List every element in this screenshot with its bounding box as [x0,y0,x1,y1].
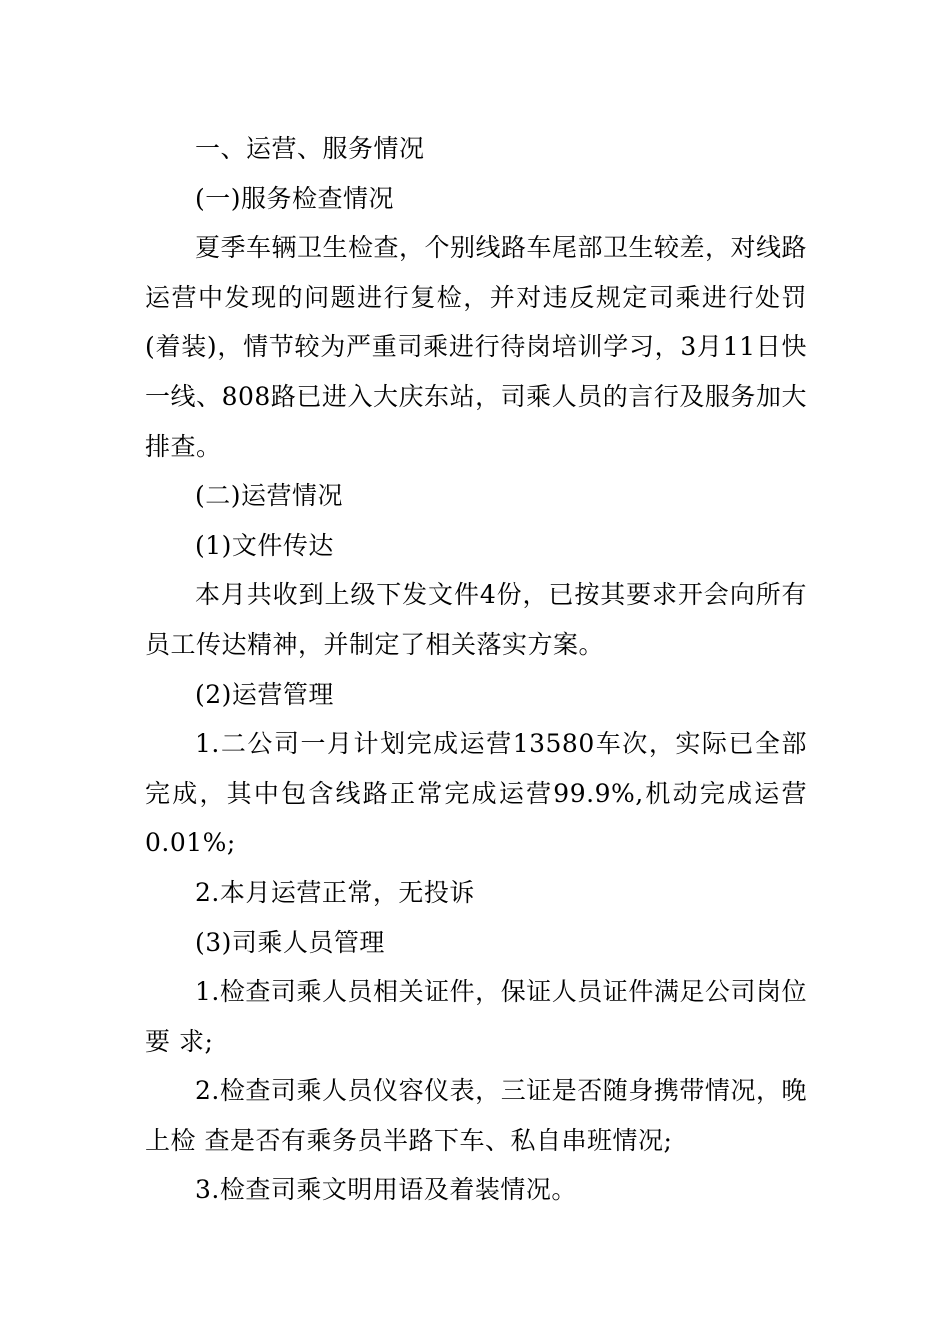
item-heading-document-transmission: (1)文件传达 [195,530,334,560]
paragraph-operations-management-2: 2.本月运营正常，无投诉 [195,877,475,907]
subsection-heading-operations: (二)运营情况 [195,481,344,511]
document-body [145,124,807,1215]
subsection-heading-service-inspection: (一)服务检查情况 [195,183,395,213]
paragraph-crew-management-1: 1.检查司乘人员相关证件，保证人员证件满足公司岗位要 求; [145,977,807,1056]
paragraph-document-transmission: 本月共收到上级下发文件4份，已按其要求开会向所有员工传达精神，并制定了相关落实方案。 [145,580,807,659]
paragraph-crew-management-2: 2.检查司乘人员仪容仪表，三证是否随身携带情况，晚上检 查是否有乘务员半路下车、私自串班情况; [145,1076,807,1155]
item-heading-operations-management: (2)运营管理 [195,679,334,709]
item-heading-crew-management: (3)司乘人员管理 [195,927,385,957]
section-heading-operations-service: 一、运营、服务情况 [195,134,425,163]
paragraph-operations-management-1: 1.二公司一月计划完成运营13580车次，实际已全部完成，其中包含线路正常完成运营99.9%,机动完成运营0.01%; [145,729,807,858]
paragraph-crew-management-3: 3.检查司乘文明用语及着装情况。 [195,1175,577,1205]
paragraph-service-inspection: 夏季车辆卫生检查，个别线路车尾部卫生较差，对线路运营中发现的问题进行复检，并对违反规定司乘进行处罚(着装)，情节较为严重司乘进行待岗培训学习，3月11日快一线、808路已进入大庆东站，司乘人员的言行及服务加大排查。 [145,233,808,461]
